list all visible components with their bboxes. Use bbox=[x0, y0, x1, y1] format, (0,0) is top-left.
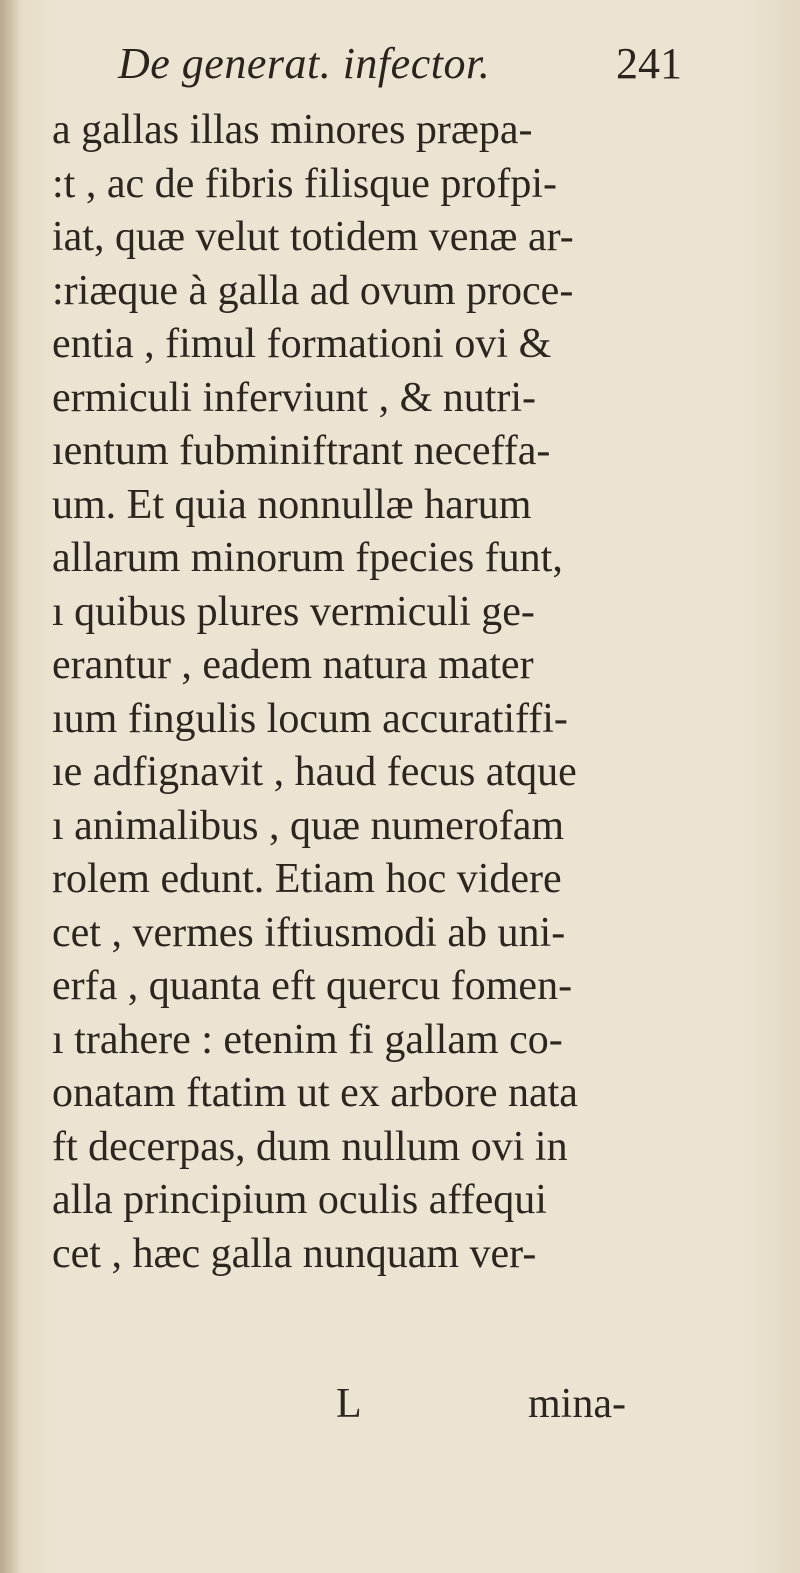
signature-mark: L bbox=[336, 1381, 362, 1427]
text-line: onatam ftatim ut ex arbore nata bbox=[52, 1070, 578, 1116]
text-line: ı quibus plures vermiculi ge- bbox=[52, 588, 535, 635]
text-line: rolem edunt. Etiam hoc videre bbox=[52, 856, 562, 902]
text-line: entia , fimul formationi ovi & bbox=[52, 321, 552, 367]
text-line: ıum fingulis locum accuratiffi- bbox=[52, 695, 568, 742]
text-line: allarum minorum fpecies funt, bbox=[52, 535, 563, 581]
catchline bbox=[0, 1380, 800, 1440]
text-line: um. Et quia nonnullæ harum bbox=[52, 481, 532, 528]
text-line: ı trahere : etenim fi gallam co- bbox=[52, 1016, 563, 1063]
text-line: iat, quæ velut totidem venæ ar- bbox=[52, 214, 574, 260]
running-head-title: De generat. infector. bbox=[118, 39, 491, 88]
running-head bbox=[110, 38, 690, 108]
text-line: erfa , quanta eft quercu fomen- bbox=[52, 963, 573, 1009]
catchword: mina- bbox=[528, 1381, 626, 1427]
text-line: alla principium oculis affequi bbox=[52, 1177, 547, 1223]
text-line: ıentum fubminiftrant neceffa- bbox=[52, 428, 551, 474]
text-line: ı animalibus , quæ numerofam bbox=[52, 802, 565, 849]
text-line: :riæque à galla ad ovum proce- bbox=[52, 267, 574, 314]
text-line: erantur , eadem natura mater bbox=[52, 642, 534, 688]
text-line: a gallas illas minores præpa- bbox=[52, 107, 533, 153]
page-number: 241 bbox=[616, 39, 682, 88]
text-line: :t , ac de fibris filisque profpi- bbox=[52, 160, 558, 207]
gutter-shadow bbox=[0, 0, 22, 1573]
text-line: ıe adfignavit , haud fecus atque bbox=[52, 749, 577, 795]
text-line: ermiculi inferviunt , & nutri- bbox=[52, 374, 537, 421]
text-line: ft decerpas, dum nullum ovi in bbox=[52, 1123, 568, 1170]
body-text bbox=[52, 104, 712, 1281]
text-line: cet , vermes iftiusmodi ab uni- bbox=[52, 909, 566, 956]
text-line: cet , hæc galla nunquam ver- bbox=[52, 1230, 537, 1277]
